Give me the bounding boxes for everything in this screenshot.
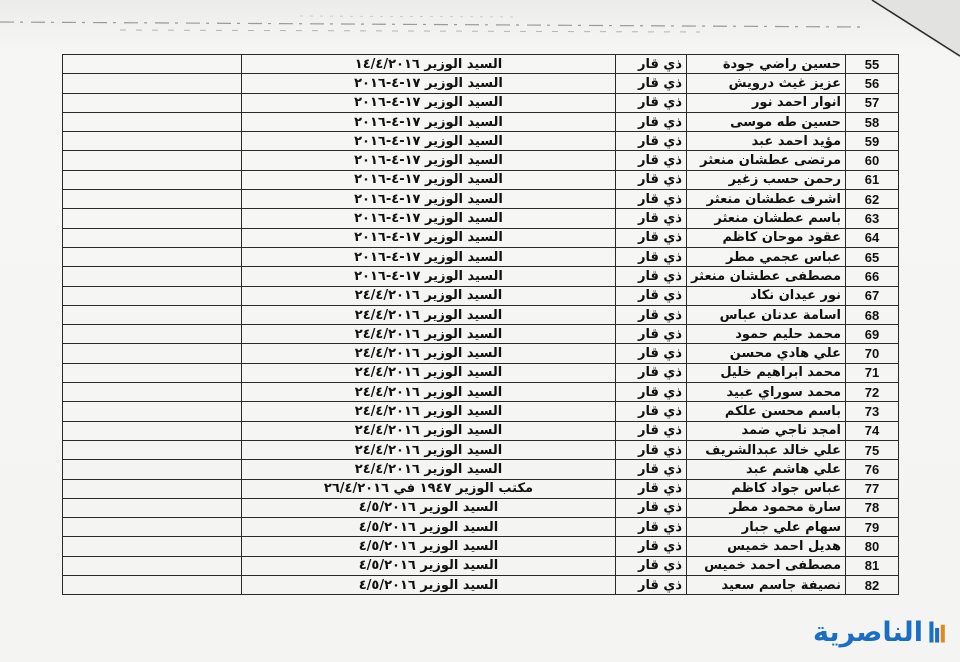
table-row [63,247,899,266]
watermark-logo [813,610,948,654]
row-number: 58 [846,112,899,131]
row-note: السيد الوزير ١٧-٤-٢٠١٦ [242,190,616,209]
row-empty-cell [63,305,242,324]
table-row [63,363,899,382]
row-number: 63 [846,209,899,228]
row-name: علي هاشم عبد [687,460,846,479]
row-empty-cell [63,55,242,74]
row-province: ذي قار [616,112,687,131]
table-row [63,537,899,556]
row-note: السيد الوزير ١٧-٤-٢٠١٦ [242,151,616,170]
row-empty-cell [63,209,242,228]
table-row [63,170,899,189]
row-province: ذي قار [616,402,687,421]
row-name: نصيفة جاسم سعيد [687,576,846,595]
row-province: ذي قار [616,170,687,189]
row-province: ذي قار [616,498,687,517]
row-empty-cell [63,440,242,459]
table-row [63,305,899,324]
table-row [63,518,899,537]
row-note: السيد الوزير ٤/٥/٢٠١٦ [242,576,616,595]
row-number: 59 [846,132,899,151]
row-note: السيد الوزير ٢٤/٤/٢٠١٦ [242,383,616,402]
row-empty-cell [63,112,242,131]
names-table [62,54,899,595]
row-name: حسين طه موسى [687,112,846,131]
row-note: السيد الوزير ١٤/٤/٢٠١٦ [242,55,616,74]
row-number: 67 [846,286,899,305]
row-name: سهام علي جبار [687,518,846,537]
row-name: مصطفى عطشان منعثر [687,267,846,286]
row-province: ذي قار [616,132,687,151]
row-name: عباس جواد كاظم [687,479,846,498]
row-note: السيد الوزير ١٧-٤-٢٠١٦ [242,228,616,247]
row-note: السيد الوزير ٢٤/٤/٢٠١٦ [242,402,616,421]
row-name: باسم عطشان منعثر [687,209,846,228]
table-row [63,55,899,74]
row-empty-cell [63,151,242,170]
row-number: 57 [846,93,899,112]
row-empty-cell [63,460,242,479]
row-name: اسامة عدنان عباس [687,305,846,324]
row-province: ذي قار [616,383,687,402]
row-name: علي هادي محسن [687,344,846,363]
row-note: السيد الوزير ٤/٥/٢٠١٦ [242,537,616,556]
row-province: ذي قار [616,479,687,498]
table-row [63,286,899,305]
row-note: السيد الوزير ٢٤/٤/٢٠١٦ [242,421,616,440]
row-name: امجد ناجي ضمد [687,421,846,440]
row-number: 62 [846,190,899,209]
row-name: سارة محمود مطر [687,498,846,517]
row-name: مؤيد احمد عبد [687,132,846,151]
row-note: السيد الوزير ١٧-٤-٢٠١٦ [242,267,616,286]
row-empty-cell [63,576,242,595]
table-row [63,556,899,575]
row-number: 75 [846,440,899,459]
row-number: 64 [846,228,899,247]
row-empty-cell [63,190,242,209]
row-province: ذي قار [616,286,687,305]
row-name: محمد سوراي عبيد [687,383,846,402]
row-number: 60 [846,151,899,170]
row-number: 70 [846,344,899,363]
row-name: هديل احمد خميس [687,537,846,556]
row-number: 76 [846,460,899,479]
row-note: السيد الوزير ١٧-٤-٢٠١٦ [242,247,616,266]
row-province: ذي قار [616,305,687,324]
row-province: ذي قار [616,363,687,382]
table-row [63,325,899,344]
row-note: السيد الوزير ٤/٥/٢٠١٦ [242,518,616,537]
row-note: السيد الوزير ١٧-٤-٢٠١٦ [242,170,616,189]
row-note: السيد الوزير ٢٤/٤/٢٠١٦ [242,460,616,479]
row-number: 80 [846,537,899,556]
row-note: السيد الوزير ١٧-٤-٢٠١٦ [242,93,616,112]
row-number: 55 [846,55,899,74]
row-empty-cell [63,267,242,286]
logo-mark-icon [927,615,948,649]
row-province: ذي قار [616,93,687,112]
row-empty-cell [63,363,242,382]
table-row [63,421,899,440]
row-note: مكتب الوزير ١٩٤٧ في ٢٦/٤/٢٠١٦ [242,479,616,498]
row-name: رحمن حسب زغير [687,170,846,189]
row-number: 69 [846,325,899,344]
page-fold-corner [870,0,960,60]
row-note: السيد الوزير ٢٤/٤/٢٠١٦ [242,325,616,344]
row-province: ذي قار [616,209,687,228]
table-row [63,132,899,151]
table-row [63,440,899,459]
row-number: 82 [846,576,899,595]
row-name: عباس عجمي مطر [687,247,846,266]
row-number: 72 [846,383,899,402]
row-note: السيد الوزير ٤/٥/٢٠١٦ [242,556,616,575]
row-province: ذي قار [616,460,687,479]
row-note: السيد الوزير ١٧-٤-٢٠١٦ [242,112,616,131]
row-province: ذي قار [616,440,687,459]
row-name: باسم محسن علكم [687,402,846,421]
table-row [63,228,899,247]
row-number: 74 [846,421,899,440]
row-province: ذي قار [616,421,687,440]
row-province: ذي قار [616,55,687,74]
row-empty-cell [63,402,242,421]
scan-artifacts [0,0,960,40]
row-province: ذي قار [616,247,687,266]
row-number: 81 [846,556,899,575]
row-empty-cell [63,479,242,498]
row-name: محمد ابراهيم خليل [687,363,846,382]
row-empty-cell [63,74,242,93]
row-empty-cell [63,247,242,266]
row-number: 73 [846,402,899,421]
row-number: 56 [846,74,899,93]
row-name: علي خالد عبدالشريف [687,440,846,459]
row-name: عزيز غيث درويش [687,74,846,93]
table-row [63,151,899,170]
table-row [63,479,899,498]
row-empty-cell [63,383,242,402]
table-row [63,576,899,595]
row-province: ذي قار [616,344,687,363]
row-empty-cell [63,132,242,151]
table-body [63,55,899,595]
row-empty-cell [63,518,242,537]
row-name: مرتضى عطشان منعثر [687,151,846,170]
row-province: ذي قار [616,518,687,537]
row-note: السيد الوزير ٢٤/٤/٢٠١٦ [242,363,616,382]
row-empty-cell [63,344,242,363]
row-empty-cell [63,93,242,112]
row-empty-cell [63,421,242,440]
row-province: ذي قار [616,74,687,93]
row-name: مصطفى احمد خميس [687,556,846,575]
row-number: 71 [846,363,899,382]
row-name: انوار احمد نور [687,93,846,112]
table-row [63,383,899,402]
row-empty-cell [63,556,242,575]
row-province: ذي قار [616,151,687,170]
table-row [63,74,899,93]
row-empty-cell [63,170,242,189]
row-province: ذي قار [616,228,687,247]
row-province: ذي قار [616,556,687,575]
table-row [63,460,899,479]
table-row [63,209,899,228]
table-row [63,190,899,209]
row-province: ذي قار [616,537,687,556]
row-name: اشرف عطشان منعثر [687,190,846,209]
table-row [63,402,899,421]
row-number: 79 [846,518,899,537]
row-note: السيد الوزير ١٧-٤-٢٠١٦ [242,74,616,93]
row-number: 77 [846,479,899,498]
row-name: حسين راضي جودة [687,55,846,74]
row-number: 68 [846,305,899,324]
row-note: السيد الوزير ٢٤/٤/٢٠١٦ [242,286,616,305]
row-name: عقود موحان كاظم [687,228,846,247]
row-empty-cell [63,537,242,556]
row-name: نور عيدان نكاد [687,286,846,305]
row-empty-cell [63,286,242,305]
table-row [63,267,899,286]
row-note: السيد الوزير ١٧-٤-٢٠١٦ [242,132,616,151]
row-note: السيد الوزير ١٧-٤-٢٠١٦ [242,209,616,228]
table-row [63,93,899,112]
row-province: ذي قار [616,190,687,209]
row-note: السيد الوزير ٢٤/٤/٢٠١٦ [242,440,616,459]
row-note: السيد الوزير ٢٤/٤/٢٠١٦ [242,344,616,363]
row-empty-cell [63,498,242,517]
row-empty-cell [63,228,242,247]
table-row [63,344,899,363]
row-number: 65 [846,247,899,266]
row-province: ذي قار [616,325,687,344]
table-row [63,112,899,131]
row-number: 78 [846,498,899,517]
row-note: السيد الوزير ٢٤/٤/٢٠١٦ [242,305,616,324]
row-note: السيد الوزير ٤/٥/٢٠١٦ [242,498,616,517]
row-name: محمد حليم حمود [687,325,846,344]
row-number: 61 [846,170,899,189]
row-province: ذي قار [616,576,687,595]
logo-text: الناصرية [813,616,923,648]
row-province: ذي قار [616,267,687,286]
row-empty-cell [63,325,242,344]
table-row [63,498,899,517]
row-number: 66 [846,267,899,286]
